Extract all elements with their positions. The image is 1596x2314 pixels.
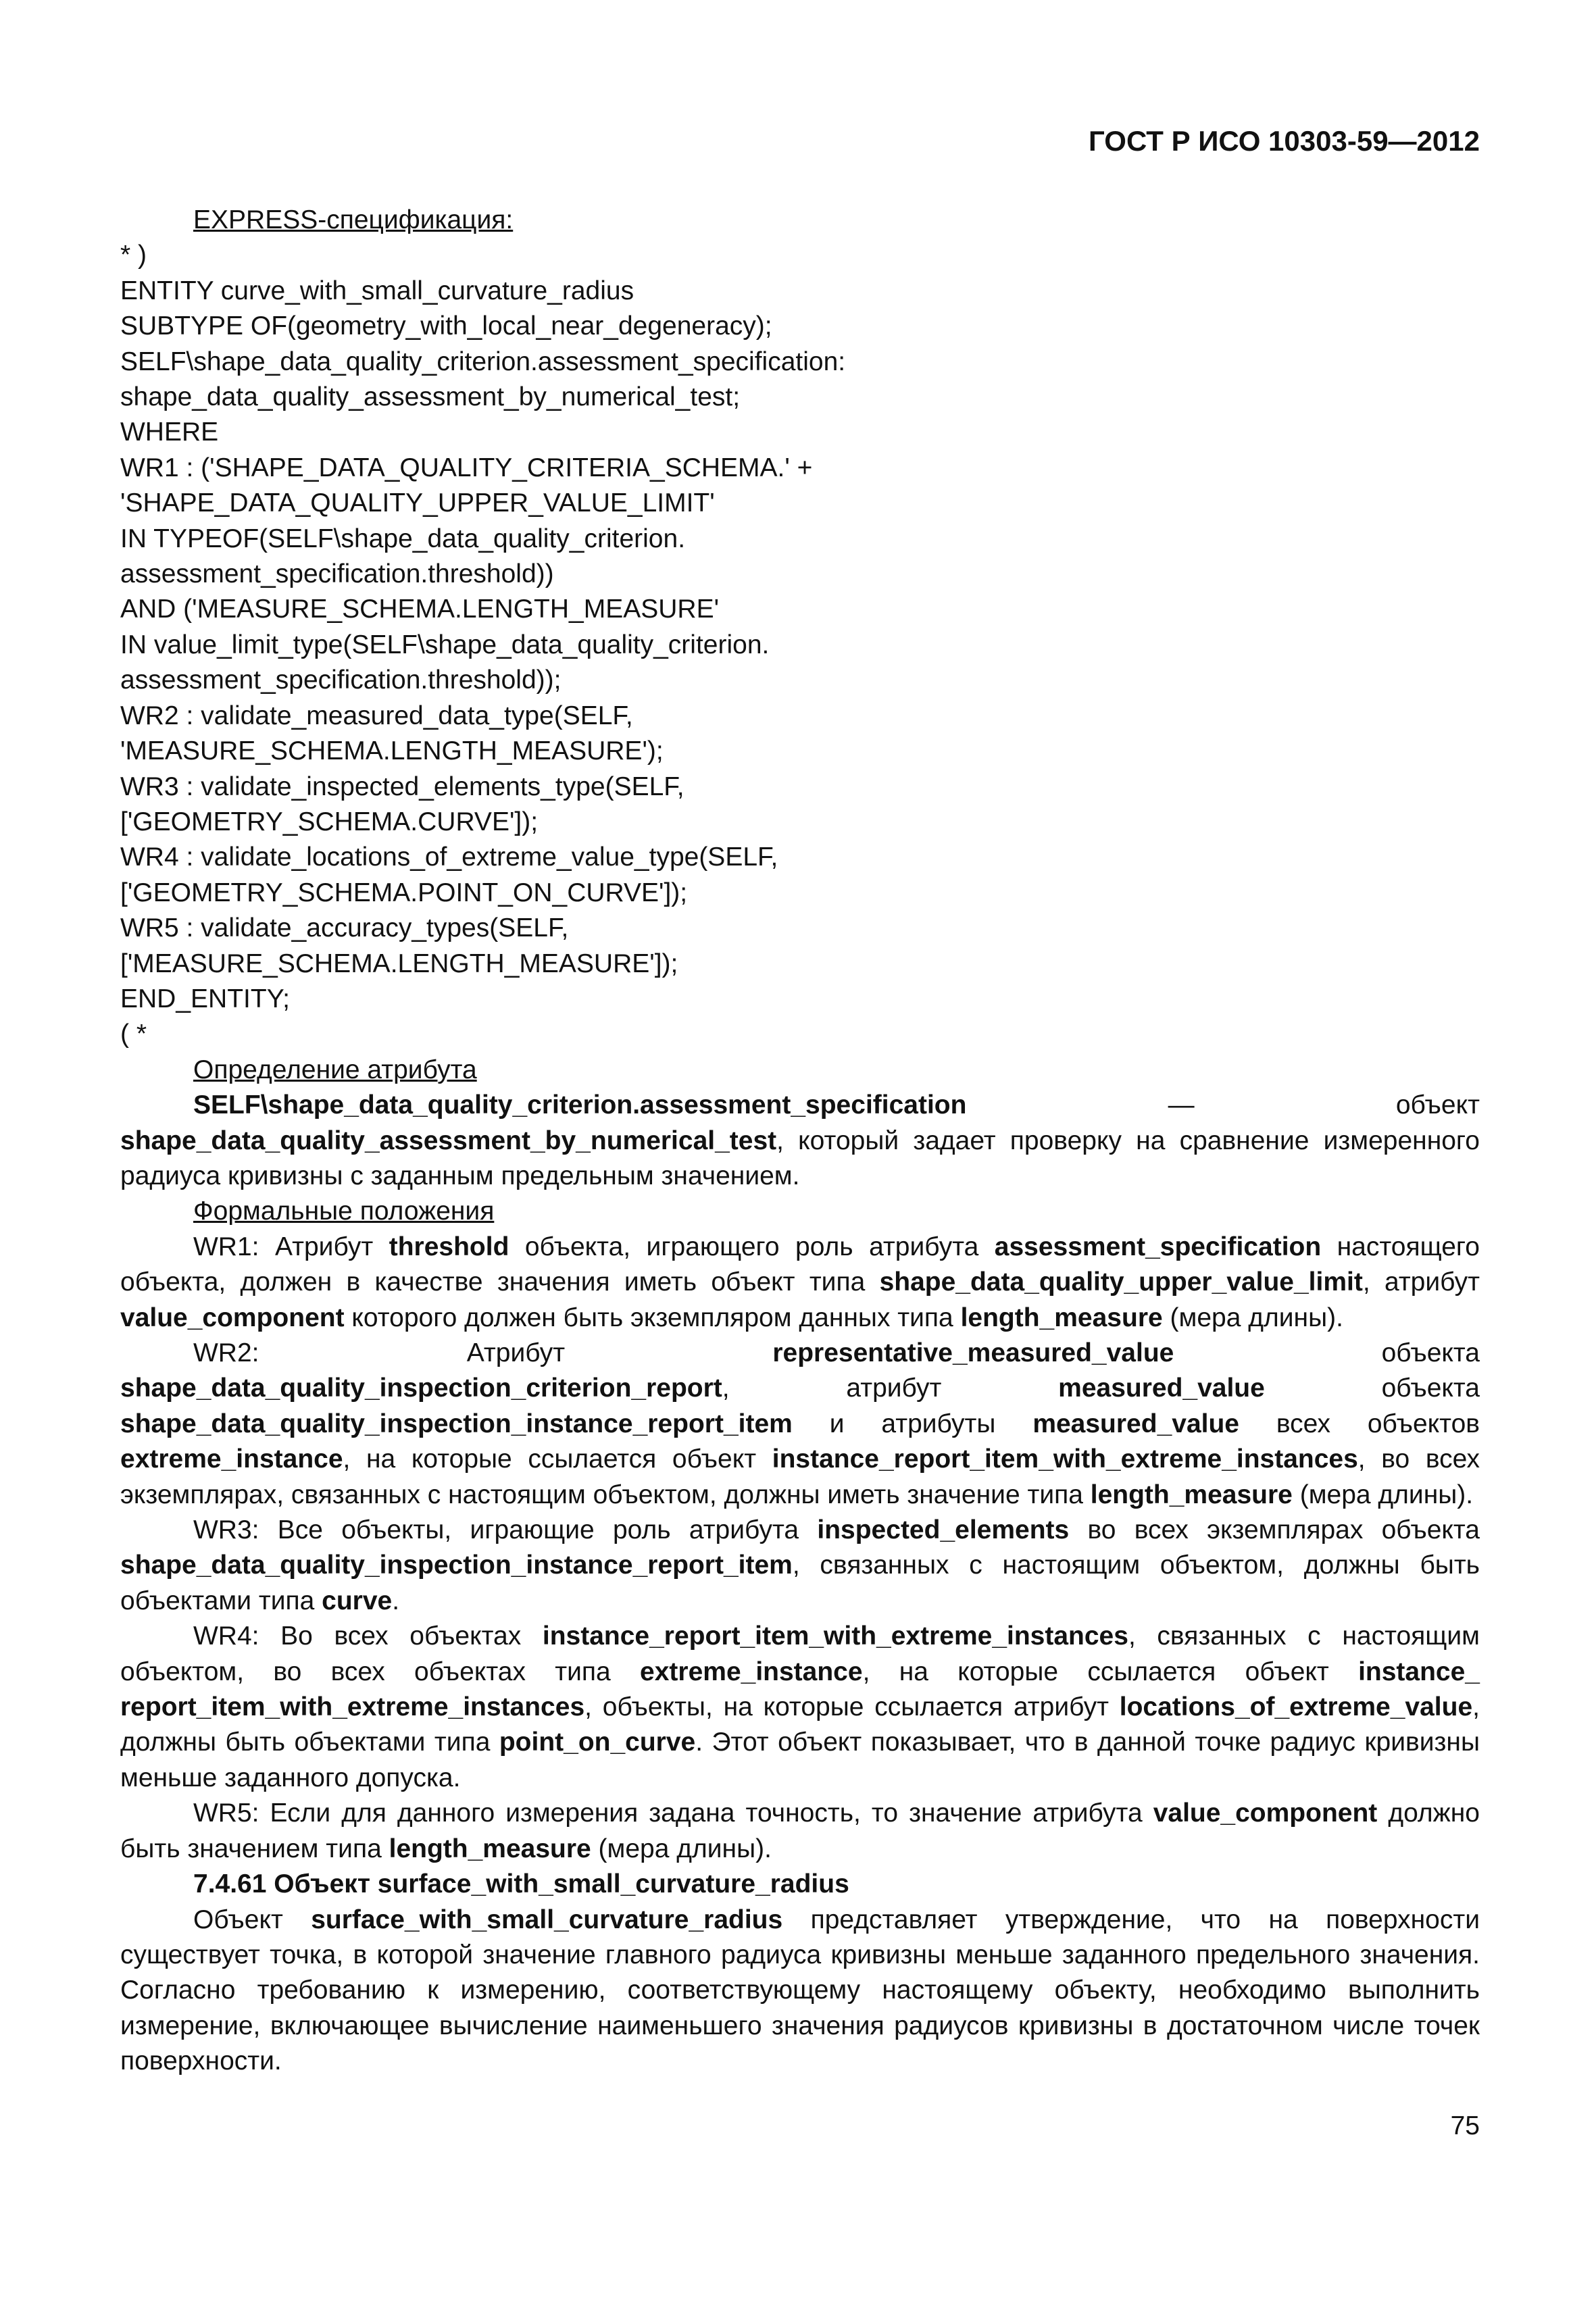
text-run: , который задает проверку на сравнение измеренного радиуса кривизны с заданным предельным значением. (120, 1126, 1480, 1190)
bold-term: inspected_elements (817, 1515, 1070, 1545)
bold-term: instance_report_item_with_extreme_instances (772, 1444, 1358, 1474)
bold-term: value_component (1153, 1799, 1378, 1828)
text-run: , должны быть объектами типа (120, 1692, 1480, 1757)
bold-term: measured_value (1058, 1374, 1265, 1403)
text-run: всех объектов (1239, 1409, 1480, 1438)
code-line: WR2 : validate_measured_data_type(SELF, (120, 701, 633, 730)
section-paragraph (120, 1903, 1480, 2080)
code-line: WR4 : validate_locations_of_extreme_value_type(SELF, (120, 842, 778, 872)
bold-term: shape_data_quality_assessment_by_numerical_test (120, 1126, 777, 1155)
code-line: IN value_limit_type(SELF\shape_data_quality_criterion. (120, 630, 770, 659)
text-run: , во всех экземплярах, связанных с настоящим объектом, должны иметь значение типа (120, 1444, 1480, 1509)
text-run: , на которые ссылается объект (343, 1444, 772, 1474)
text-run: . (392, 1586, 400, 1615)
express-code-block (120, 238, 1480, 1052)
bold-term: threshold (389, 1232, 509, 1261)
text-run: которого должен быть экземпляром данных типа (344, 1303, 961, 1332)
code-line: ['MEASURE_SCHEMA.LENGTH_MEASURE']); (120, 949, 678, 978)
text-run: (мера длины). (591, 1834, 772, 1863)
text-run: , связанных с настоящим объектом, должны быть объектами типа (120, 1551, 1480, 1615)
bold-term: point_on_curve (499, 1728, 696, 1757)
text-run: — объект (966, 1090, 1480, 1120)
bold-term: extreme_instance (120, 1444, 343, 1474)
text-run: представляет утверждение, что на поверхности существует точка, в которой значение главного радиуса кривизны меньше заданного предельного значения. Согласно требованию к измерению, соответствующему настоящему объекту, необходимо выполнить измерение, включающее вычисление наименьшего значения радиусов кривизны в достаточном числе точек поверхности. (120, 1905, 1480, 2076)
text-run: WR2: Атрибут (193, 1338, 773, 1367)
text-run: WR1: Атрибут (193, 1232, 389, 1261)
text-run: Объект (193, 1905, 311, 1934)
bold-term: SELF\shape_data_quality_criterion.assessment_specification (193, 1090, 967, 1120)
text-run: (мера длины). (1292, 1480, 1474, 1509)
document-header: ГОСТ Р ИСО 10303-59—2012 (1089, 125, 1480, 157)
where-rule-paragraph (120, 1796, 1480, 1867)
formal-propositions-caption: Формальные положения (193, 1197, 495, 1226)
bold-term: length_measure (960, 1303, 1163, 1332)
text-run: WR5: Если для данного измерения задана точность, то значение атрибута (193, 1799, 1153, 1828)
bold-term: length_measure (389, 1834, 591, 1863)
bold-term: locations_of_extreme_value (1119, 1692, 1473, 1722)
bold-term: extreme_instance (640, 1657, 863, 1686)
text-run: . Этот объект показывает, что в данной точке радиус кривизны меньше заданного допуска. (120, 1728, 1480, 1792)
text-run: объекта (1264, 1374, 1480, 1403)
bold-term: instance_report_item_with_extreme_instances (542, 1621, 1128, 1651)
code-line: END_ENTITY; (120, 984, 291, 1013)
bold-term: shape_data_quality_inspection_instance_report_item (120, 1551, 793, 1580)
code-line: WR5 : validate_accuracy_types(SELF, (120, 913, 569, 943)
document-page (120, 0, 1480, 2314)
text-run: WR3: Все объекты, играющие роль атрибута (193, 1515, 818, 1545)
code-line: IN TYPEOF(SELF\shape_data_quality_criterion. (120, 524, 686, 553)
text-run: (мера длины). (1162, 1303, 1343, 1332)
text-run: и атрибуты (792, 1409, 1033, 1438)
bold-term: shape_data_quality_inspection_criterion_report (120, 1374, 722, 1403)
text-run: настоящего объекта, должен в качестве значения иметь объект типа (120, 1232, 1480, 1297)
page-number: 75 (1450, 2111, 1480, 2140)
code-line: ( * (120, 1020, 147, 1049)
code-line: SUBTYPE OF(geometry_with_local_near_degeneracy); (120, 311, 772, 341)
where-rules-list (120, 1230, 1480, 1867)
code-line: ENTITY curve_with_small_curvature_radius (120, 276, 634, 305)
where-rule-paragraph (120, 1336, 1480, 1513)
text-run: WR4: Во всех объектах (193, 1621, 543, 1651)
code-line: assessment_specification.threshold)); (120, 665, 562, 695)
text-run: объекта (1174, 1338, 1480, 1367)
text-run: , атрибут (722, 1374, 1059, 1403)
where-rule-paragraph (120, 1619, 1480, 1796)
code-line: ['GEOMETRY_SCHEMA.POINT_ON_CURVE']); (120, 878, 688, 907)
bold-term: assessment_specification (994, 1232, 1322, 1261)
express-caption: EXPRESS-спецификация: (193, 205, 514, 234)
text-run: должно быть значением типа (120, 1799, 1480, 1863)
bold-term: curve (322, 1586, 393, 1615)
text-run: , атрибут (1362, 1267, 1480, 1297)
code-line: AND ('MEASURE_SCHEMA.LENGTH_MEASURE' (120, 595, 720, 624)
bold-term: shape_data_quality_upper_value_limit (879, 1267, 1363, 1297)
code-line: assessment_specification.threshold)) (120, 559, 554, 589)
where-rule-paragraph (120, 1513, 1480, 1619)
bold-term: surface_with_small_curvature_radius (311, 1905, 783, 1934)
code-line: WR3 : validate_inspected_elements_type(SELF, (120, 772, 684, 801)
code-line: shape_data_quality_assessment_by_numerical_test; (120, 382, 741, 412)
bold-term: value_component (120, 1303, 345, 1332)
where-rule-paragraph (120, 1230, 1480, 1336)
text-run: во всех экземплярах объекта (1069, 1515, 1480, 1545)
code-line: 'SHAPE_DATA_QUALITY_UPPER_VALUE_LIMIT' (120, 488, 715, 518)
text-run: , на которые ссылается объект (862, 1657, 1359, 1686)
code-line: SELF\shape_data_quality_criterion.assessment_specification: (120, 347, 846, 376)
attribute-definition-caption: Определение атрибута (193, 1055, 477, 1084)
code-line: * ) (120, 241, 147, 270)
code-line: WHERE (120, 418, 219, 447)
code-line: ['GEOMETRY_SCHEMA.CURVE']); (120, 807, 539, 836)
text-run: объекта, играющего роль атрибута (509, 1232, 995, 1261)
code-line: WR1 : ('SHAPE_DATA_QUALITY_CRITERIA_SCHEMA.' + (120, 453, 813, 482)
bold-term: shape_data_quality_inspection_instance_report_item (120, 1409, 793, 1438)
bold-term: instance_ report_item_with_extreme_instances (120, 1657, 1480, 1722)
text-run: , объекты, на которые ссылается атрибут (584, 1692, 1120, 1722)
bold-term: measured_value (1032, 1409, 1239, 1438)
attribute-definition-paragraph (120, 1088, 1480, 1194)
section-heading: 7.4.61 Объект surface_with_small_curvature_radius (193, 1869, 849, 1899)
bold-term: representative_measured_value (772, 1338, 1174, 1367)
document-body (120, 203, 1480, 2080)
bold-term: length_measure (1090, 1480, 1293, 1509)
text-run: , связанных с настоящим объектом, во всех объектах типа (120, 1621, 1480, 1686)
code-line: 'MEASURE_SCHEMA.LENGTH_MEASURE'); (120, 736, 664, 766)
